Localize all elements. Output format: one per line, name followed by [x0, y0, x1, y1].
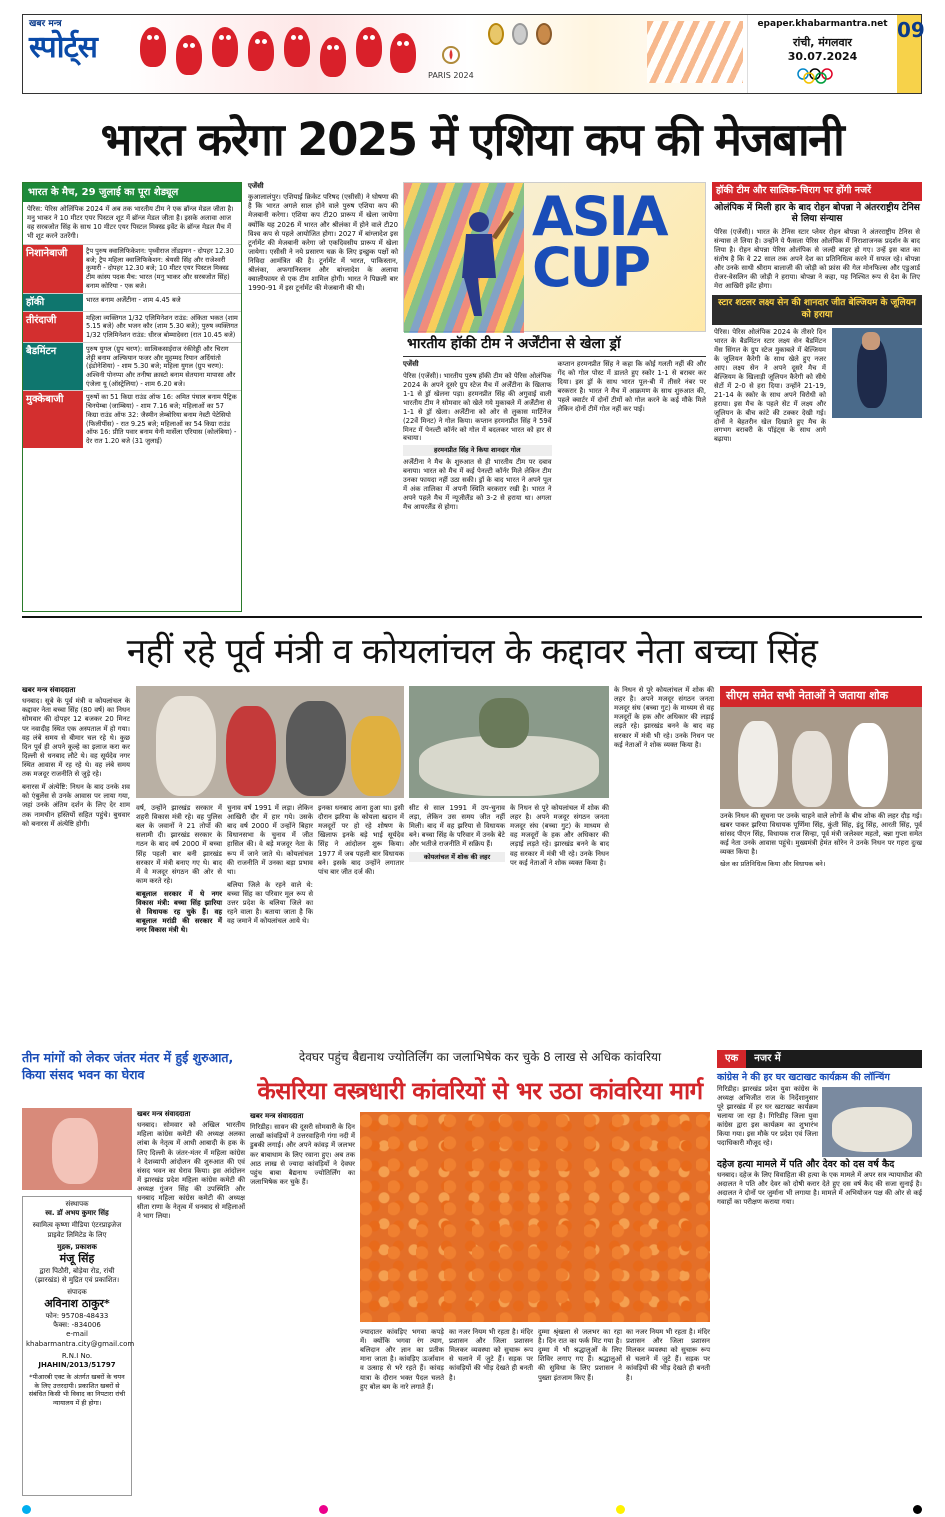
batsman-icon: [444, 208, 514, 318]
byline: एजेंसी: [403, 360, 419, 369]
logo-cup: CUP: [532, 236, 650, 300]
email[interactable]: khabarmantra.city@gmail.com: [26, 1339, 135, 1348]
sport-label: हॉकी: [23, 294, 83, 311]
tribute-photo: [136, 686, 404, 798]
mascot-icon: [140, 27, 166, 67]
kanwar-col1: गिरिडीह। सावन की दूसरी सोमवारी के दिन लाखों कांवड़ियों ने उत्तरवाहिनी गंगा नदी में डुबकी लगाई। और अपने कांवड़ में जलभर कर बाबाधाम के लिए रवाना हुए। अब तक आठ लाख से ज्यादा कांवड़ियों ने देवघर पहुंच बाबा बैद्यनाथ ज्योतिर्लिंग का जलाभिषेक कर चुके हैं।: [250, 1123, 355, 1186]
cm-headline: सीएम समेत सभी नेताओं ने जताया शोक: [720, 686, 922, 707]
kanwar-col3: का नजर नियम भी रहता है। मंदिर प्रशासन और जिला प्रशासन मिलकर व्यवस्था को सुचारू रूप से चलाने में जुटे हैं। सड़क पर कांवड़ियों की भीड़ देखते ही बनती है।: [449, 1328, 533, 1382]
schedule-row: [23, 342, 241, 391]
olympic-banner: [128, 15, 747, 93]
address: द्वारा पिठौरी, बोड़ेया रोड, रांची (झारखंड) से मुद्रित एवं प्रकाशित।: [34, 1266, 120, 1284]
printer-name: मंजू सिंह: [59, 1252, 95, 1266]
obit-col3b: बलिया जिले के रहने वाले थे: बच्चा सिंह का परिवार मूल रूप से उत्तर प्रदेश के बलिया जिले का रहने वाला है। बताया जाता है कि वह जमाने में कोयलांचल आये थे।: [227, 880, 313, 926]
email-label: e-mail: [66, 1330, 88, 1339]
obit-col2: वर्ष, उन्होंने झारखंड सरकार में शहरी विकास मंत्री रहे। वह पुलिस बल के जवानों ने 21 तोपों की सलामी दी। झारखंड सरकार के गठन के बाद वर्ष 2000 में बच्चा सिंह पहली बार बनी झारखंड सरकार में मंत्री बनाए गए थे। बाद में वे मजदूर संगठन की ओर से काम करते रहे।: [136, 804, 222, 885]
asia-cup-wordmark: [532, 185, 667, 300]
obituary-headline: नहीं रहे पूर्व मंत्री व कोयलांचल के कद्दावर नेता बच्चा सिंह: [22, 616, 922, 684]
date: 30.07.2024: [787, 50, 858, 64]
logo-asia: ASIA: [532, 185, 667, 248]
medal-icon: [512, 23, 528, 45]
hockey-col3: कप्तान हरमनप्रीत सिंह ने कहा कि कोई गलती नहीं की और गेंद को गोल पोस्ट में डालते हुए स्कोर 1-1 से बराबर कर दिया। इस ड्रॉ के साथ भारत पूल-बी में तीसरे नंबर पर बरकरार है। भारत ने मैच में आक्रमण के साथ शुरुआत की, पहले क्वार्टर में दोनों टीमों को गोल करने के कई मौके मिले लेकिन दोनों टीमें गोल नहीं कर पाई।: [557, 360, 706, 414]
schedule-row: [23, 293, 241, 311]
asia-cup-text: कुआलालंपुर। एशियाई क्रिकेट परिषद (एसीसी) ने घोषणा की है कि भारत अगले साल होने वाले पुरुष एशिया कप की मेजबानी करेगा। एशिया कप टी20 प्रारूप में खेला जायेगा क्योंकि यह 2026 में भारत और श्रीलंका में होने वाले टी20 विश्व कप से पहले आयोजित होगा। 2027 में बांग्लादेश इस टूर्नामेंट की मेजबानी करेगा जो एकदिवसीय प्रारूप में खेला जायेगा। एसीसी ने नये प्रसारण चक्र के लिए इच्छुक पक्षों को निविदा आमंत्रित की है। टूर्नामेंट में भारत, पाकिस्तान, श्रीलंका, अफगानिस्तान और बांग्लादेश के अलावा क्वालीफायर से एक टीम शामिल होगी। भारत ने पिछली बार 1990-91 में इस टूर्नामेंट की मेजबानी की थी।: [248, 193, 398, 293]
sport-schedule: ट्रैप पुरुष क्वालिफिकेशन: पृथ्वीराज तोंडइमन - दोपहर 12.30 बजे; ट्रैप महिला क्वालिफिकेशन: श्रेयसी सिंह और राजेश्वरी कुमारी - दोपहर 12.30 बजे; 10 मीटर एयर पिस्टल मिक्स्ड टीम कांस्य पदक मैच: भारत (मनु भाकर और सरबजोत सिंह) बनाम कोरिया - एक बजे।: [86, 247, 234, 290]
jantar-mantar-headline: तीन मांगों को लेकर जंतर मंतर में हुई शुरुआत, किया संसद भवन का घेराव: [22, 1050, 234, 1082]
ek-label: एक: [717, 1050, 746, 1068]
mascot-icon: [284, 27, 310, 67]
obit-col4: इनका धनबाद आना हुआ था। इसी दौरान झरिया के कोयला खदान में मजदूरों पर हो रहे शोषण के खिलाफ इनके बड़े भाई सूर्यदेव सिंह ने आंदोलन शुरू किया। 1977 में जब पहली बार विधायक बने। इसके बाद उन्होंने लगातार पांच बार जीत दर्ज की।: [318, 804, 404, 876]
obit-col6-extended: [614, 686, 714, 1044]
masthead: [22, 14, 925, 94]
obit-col5: सीट से साल 1991 में उप-चुनाव लड़ा, लेकिन उस समय जीत नहीं मिली। बाद में वह झरिया से विधायक बने। बच्चा सिंह के परिवार में उनके बेटे और भतीजे राजनीति में सक्रिय हैं।: [409, 804, 505, 849]
sport-label: मुक्केबाजी: [23, 391, 83, 447]
kanwar-col2: ज्यादातर कांवड़िए भगवा कपड़े में। क्योंकि भगवा रंग त्याग, बलिदान और ज्ञान का प्रतीक माना जाता है। कांवड़िए ऊर्जावान व उत्साह से भरे रहते हैं। कांवड़ यात्रा के दौरान भक्त पैदल चलते हुए बोल बम के नारे लगाते हैं।: [360, 1328, 444, 1391]
obit-caption: कोयलांचल में शोक की लहर: [409, 852, 505, 863]
sport-schedule: पुरुष युगल (ग्रुप चरण): सात्विकसाईराज रंकीरेड्डी और चिराग शेट्टी बनाम अल्फियान फजर और मुहम्मद रियान अर्दियांतो (इंडोनेशिया) - शाम 5.30 बजे; महिला युगल (ग्रुप चरण): अश्विनी पोनप्पा और तनीषा क्रास्टो बनाम सेतयाना मापासा और एंजेला यू (ऑस्ट्रेलिया) - शाम 6.20 बजे।: [86, 344, 236, 388]
lakshya-text: पेरिस। पेरिस ओलंपिक 2024 के तीसरे दिन भारत के बैडमिंटन स्टार लक्ष्य सेन बैडमिंटन मेंस सिंगल के ग्रुप स्टेज मुकाबले में बेल्जियम के जूलियन कैरेगी के साथ खेले हुए नजर आए। लक्ष्य सेन ने अपने दूसरे मैच में बेल्जियम के खिलाड़ी जूलियन कैरेगी को सीधे सेटों में 2-0 से हरा दिया। उन्होंने 21-19, 21-14 के स्कोर के साथ अपने विरोधी को हराया। इस मैच के पहले सेट में लक्ष्य और जूलियन के बीच कांटे की टक्कर देखी गई। दोनों ने बेहतरीन खेल दिखाते हुए मैच के लगभग बराबरी के पॉइंट्स के साथ आगे बढ़ाया।: [714, 327, 826, 444]
kanwar-kicker: देवघर पहुंच बैद्यनाथ ज्योतिर्लिंग का जलाभिषेक कर चुके 8 लाख से अधिक कांवरिया: [298, 1050, 662, 1064]
leaders-photo: [720, 707, 922, 809]
kanwar-col4-extra: [626, 1328, 710, 1498]
obit-col1b: बनारस में अंत्येष्टि: निधन के बाद उनके शव को एंबुलेंस से उनके आवास पर लाया गया, जहां उनके अंतिम दर्शन के लिए देर शाम तक नामचीन हस्तियों सहित पहुंचे। बुधवार को बनारस में अंत्येष्टि होगी।: [22, 783, 130, 828]
obit-col3: चुनाव वर्ष 1991 में लड़ा। लेकिन आखिरी दौर में हार गये। उसके बाद वर्ष 2000 में उन्होंने बिहार विधानसभा के चुनाव में जीत हासिल की। वे बड़े मजदूर नेता के रूप में जाने जाते थे। कोयलांचल की राजनीति में उनका बड़ा प्रभाव था।: [227, 804, 313, 876]
schedule-box: [22, 182, 242, 612]
top-section: [22, 182, 922, 612]
hockey-caption: हरमनप्रीत सिंह ने किया शानदार गोल: [403, 445, 552, 456]
olympic-flame-icon: [431, 45, 471, 67]
paris-label: PARIS 2024: [428, 70, 474, 80]
kanwar-col5: का नजर नियम भी रहता है। मंदिर प्रशासन और जिला प्रशासन मिलकर व्यवस्था को सुचारू रूप से चलाने में जुटे हैं। सड़क पर कांवड़ियों की भीड़ देखते ही बनती है।: [626, 1328, 710, 1382]
paris-logo: [428, 45, 474, 81]
hockey-article: [403, 182, 706, 612]
byline: खबर मन्त्र संवाददाता: [137, 1110, 191, 1118]
athletes-graphic: [647, 21, 743, 83]
nazar-label: नजर में: [746, 1050, 922, 1068]
page-number: 09: [897, 15, 921, 93]
obituary-section: [22, 686, 922, 1046]
lakshya-photo: [832, 328, 922, 418]
printer-label: मुद्रक, प्रकाशक: [57, 1242, 97, 1251]
obit-col6: के निधन से पूरे कोयलांचल में शोक की लहर है। अपने मजदूर संगठन जनता मजदूर संघ (बच्चा गुट) के माध्यम से वह मजदूरों के हक और अधिकार की लड़ाई लड़ते रहे। झारखंड बनने के बाद वह सरकार में मंत्री भी रहे। उनके निधन पर कई नेताओं ने शोक व्यक्त किया है।: [510, 804, 609, 867]
congress-photo: [822, 1087, 922, 1157]
dowry-headline: दहेज हत्या मामले में पति और देवर को दस वर्ष कैद: [717, 1158, 895, 1170]
bopanna-text: पेरिस (एजेंसी)। भारत के टेनिस स्टार प्लेयर रोहन बोपन्ना ने अंतरराष्ट्रीय टेनिस से संन्यास ले लिया है। उन्होंने ये फैसला पेरिस ओलंपिक में निराशाजनक प्रदर्शन के बाद लिया है। रोहन बोपन्ना पेरिस ओलंपिक से जल्दी बाहर हो गए। उन्हें इस बात का संतोष है कि वे 22 साल तक अपने देश का प्रतिनिधित्व करने में सफल रहे। बोपन्ना और उनके साथी श्रीराम बालाजी की जोड़ी को फ्रांस की गेल मोनफिल्स और एडुआर्ड रोजर-वेसलिन की जोड़ी ने हराया। बोपन्ना ने कहा, यह निश्चित रूप से देश के लिए मेरा आखिरी इवेंट होगा।: [714, 228, 920, 291]
schedule-title: भारत के मैच, 29 जुलाई का पूरा शेड्यूल: [23, 183, 241, 202]
bopanna-headline: ओलंपिक में मिली हार के बाद रोहन बोपन्ना ने अंतरराष्ट्रीय टेनिस से लिया संन्यास: [714, 202, 920, 225]
procession-photo: [409, 686, 609, 798]
asia-cup-logo: [403, 182, 706, 332]
kanwar-col4: दुम्मा श्रृंखला से जलभर का रहा है। दिन रात का फर्क मिट गया है। दुम्मा में भी श्रद्धालुओं के लिए शिविर लगाए गए हैं। श्रद्धालुओं की सुविधा के लिए प्रशासन ने पुख्ता इंतजाम किए हैं।: [538, 1328, 622, 1382]
brand: [23, 15, 128, 93]
mascot-icon: [356, 27, 382, 67]
website[interactable]: epaper.khabarmantra.net: [757, 19, 888, 29]
mascot-icon: [176, 35, 202, 75]
mascot-icon: [248, 31, 274, 71]
mascot-icon: [390, 33, 416, 73]
sport-schedule: महिला व्यक्तिगत 1/32 एलिमिनेशन राउंड: अंकिता भकत (शाम 5.15 बजे) और भजन कौर (शाम 5.30 बजे); पुरुष व्यक्तिगत 1/32 एलिमिनेशन राउंड: धीरज बोम्मादेवरा (रात 10.45 बजे): [86, 313, 238, 340]
phone: फोन: 95708-48433: [45, 1311, 109, 1320]
mascot-icon: [320, 37, 346, 77]
hockey-col1: पेरिस (एजेंसी)। भारतीय पुरुष हॉकी टीम को पेरिस ओलंपिक 2024 के अपने दूसरे ग्रुप स्टेज मैच में अर्जेंटीना के खिलाफ 1-1 से ड्रॉ खेलना पड़ा। हरमनप्रीत सिंह की अगुवाई वाली भारतीय टीम ने सोमवार को खेले गये मुकाबले में अर्जेंटीना से 1-1 से ड्रॉ खेला। अर्जेंटीना को ओर से लुकास मार्टिनेज (22वें मिनट) ने गोल किया। कप्तान हरमनप्रीत सिंह ने 59वें मिनट में पेनल्टी कॉर्नर को गोल में बदलकर भारत को हार से बचाया।: [403, 371, 552, 443]
sport-schedule: पुरुषों का 51 किग्रा राउंड ऑफ 16: अमित पंघाल बनाम पैट्रिक चिनयेम्बा (जाम्बिया) - शाम 7.16 बजे; महिलाओं का 57 किग्रा राउंड ऑफ 32: जैस्मीन लेम्बोरिया बनाम नेस्टी पेटेसियो (फिलीपींस) - रात 9.25 बजे; महिलाओं का 54 किग्रा राउंड ऑफ 16: प्रीति पवार बनाम येनी मार्सेला एरियास (कोलंबिया) - देर रात 1.20 बजे (31 जुलाई): [86, 393, 237, 445]
cm-caption: खेल का प्रतिनिधित्व किया और विधायक बने।: [720, 860, 826, 869]
founder-name: स्व. डॉ अभय कुमार सिंह: [45, 1209, 109, 1218]
founder-label: संस्थापक: [65, 1200, 89, 1208]
registration-marks: [22, 1504, 922, 1514]
newspaper-page: [22, 14, 925, 1504]
schedule-row: [23, 390, 241, 447]
congress-headline: कांग्रेस ने की हर घर खटाखट कार्यक्रम की लॉन्चिंग: [717, 1072, 890, 1083]
schedule-row: [23, 244, 241, 293]
owner: स्वामित्व कृष्णा मीडिया एंटरप्राइजेज प्राइवेट लिमिटेड के लिए: [32, 1221, 122, 1239]
main-headline: भारत करेगा 2025 में एशिया कप की मेजबानी: [100, 113, 844, 166]
schedule-row: [23, 311, 241, 342]
olympic-rings-icon: [793, 68, 853, 82]
dowry-text: धनबाद। दहेज के लिए विवाहिता की हत्या के एक मामले में अपर सत्र न्यायाधीश की अदालत ने पति और देवर को दोषी करार देते हुए दस वर्ष कैद की सजा सुनाई है। अदालत ने दोनों पर जुर्माना भी लगाया है। मामले में अभियोजन पक्ष की ओर से कई गवाहों का परीक्षण कराया गया।: [717, 1171, 922, 1207]
byline: खबर मन्त्र संवाददाता: [22, 686, 76, 694]
imprint-box: [22, 1196, 135, 1496]
byline: एजेंसी: [248, 182, 264, 190]
legal-note: *पीआरबी एक्ट के अंतर्गत खबरों के चयन के लिए उत्तरदायी। प्रकाशित खबरों से संबंधित किसी भी विवाद का निपटारा रांची न्यायालय में ही होगा।: [28, 1373, 126, 1407]
editor-name: अविनाश ठाकुर*: [44, 1297, 110, 1311]
obit-col2b: बाबूलाल सरकार में थे नगर विकास मंत्री: बच्चा सिंह झारिया से विधायक रह चुके हैं। वह बाबूलाल मरांडी की सरकार में नगर विकास मंत्री थे।: [136, 889, 222, 935]
brand-small: खबर मन्त्र: [29, 19, 62, 29]
cm-text: उनके निधन की सूचना पर उनके चाहने वाले लोगों के बीच शोक की लहर दौड़ गई। खबर पाकर झरिया विधायक पूर्णिमा सिंह, कुंती सिंह, इंदु सिंह, आरती सिंह, पूर्व सांसद पीएन सिंह, विधायक राज सिन्हा, पूर्व मंत्री जलेश्वर महतो, बन्ना गुप्ता समेत कई नेता उनके आवास पहुंचे। मुख्यमंत्री हेमंत सोरेन ने उनके निधन पर गहरा दुःख व्यक्त किया है।: [720, 811, 922, 856]
red-banner: हॉकी टीम और सात्विक-चिराग पर होंगी नजरें: [712, 182, 922, 201]
ek-nazar-header: [717, 1050, 922, 1068]
schedule-intro: पेरिस: पेरिस ओलिंपिक 2024 में अब तक भारतीय टीम ने एक ब्रॉन्ज मेडल जीता है। मनु भाकर ने 10 मीटर एयर पिस्टल शूट में ब्रॉन्ज मेडल जीता है। इसके अलावा आज वह सरबजोत सिंह के साथ 10 मीटर एयर पिस्टल मिक्स्ड इवेंट के ब्रॉन्ज मेडल मैच में भी शूट करने उतरेंगी।: [27, 205, 234, 241]
lakshya-headline: स्टार शटलर लक्ष्य सेन की शानदार जीत बेल्जियम के जूलियन को हराया: [712, 295, 922, 325]
medal-icon: [536, 23, 552, 45]
byline: खबर मन्त्र संवाददाता: [250, 1112, 304, 1120]
editor-label: संपादक: [67, 1288, 87, 1297]
hockey-col2: अर्जेंटीना ने मैच के शुरुआत से ही भारतीय टीम पर दबाव बनाया। भारत को मैच में कई पेनल्टी कॉर्नर मिले लेकिन टीम उनका फायदा नहीं उठा सकी। ड्रॉ के बाद भारत ने अपने पूल में अंक तालिका में अपनी स्थिति बरकरार रखी है। भारत ने अपने पहले मैच में न्यूजीलैंड को 3-2 से हराया था। अगला मैच आयरलैंड से होगा।: [403, 458, 552, 511]
rni-label: R.N.I No.: [61, 1351, 93, 1360]
cm-box: [720, 686, 922, 1044]
brand-title: स्पोर्ट्स: [29, 29, 97, 65]
obit-col6-copy: के निधन से पूरे कोयलांचल में शोक की लहर है। अपने मजदूर संगठन जनता मजदूर संघ (बच्चा गुट) के माध्यम से वह मजदूरों के हक और अधिकार की लड़ाई लड़ते रहे। झारखंड बनने के बाद वह सरकार में मंत्री भी रहे। उनके निधन पर कई नेताओं ने शोक व्यक्त किया है।: [614, 686, 714, 749]
mascot-icon: [212, 27, 238, 67]
hockey-headline: भारतीय हॉकी टीम ने अर्जेंटीना से खेला ड्रॉ: [403, 332, 706, 357]
schedule-rows: [23, 244, 241, 448]
sport-label: निशानेबाजी: [23, 245, 83, 293]
fax: फैक्स: -834006: [53, 1321, 101, 1330]
edition-info: [747, 15, 897, 93]
kanwar-crowd-photo: [360, 1112, 710, 1322]
congress-text: गिरिडीह। झारखंड प्रदेश युवा कांग्रेस के अध्यक्ष अभिजीत राज के निर्देशानुसार पूरे झारखंड में हर घर खटाखट कार्यक्रम चलाया जा रहा है। गिरिडीह जिला युवा कांग्रेस द्वारा इस कार्यक्रम का शुभारंभ किया गया। इस मौके पर प्रदेश एवं जिला पदाधिकारी मौजूद रहे।: [717, 1084, 818, 1148]
rni-no: JHAHIN/2013/51797: [38, 1361, 116, 1370]
sport-label: बैडमिंटन: [23, 343, 83, 391]
city-day: रांची, मंगलवार: [793, 35, 852, 49]
obit-col1: धनबाद। सूबे के पूर्व मंत्री व कोयलांचल के कद्दावर नेता बच्चा सिंह (80 वर्ष) का निधन सोमवार की दोपहर 12 बजकर 20 मिनट पर नवादीह स्थित एक अस्पताल में हो गया। वह लंबे समय से बीमार चल रहे थे। कुछ दिन पूर्व ही अपने कूल्हे का इलाज करा कर दिल्ली से धनबाद लौटे थे। वह सूर्यदेव नगर स्थित आवास में रह रहे थे। वह लंबे समय तक मजदूर राजनीति से जुड़े रहे।: [22, 697, 130, 779]
right-column: [712, 182, 922, 612]
medal-icon: [488, 23, 504, 45]
protest-photo: [22, 1108, 132, 1190]
asia-cup-article: [248, 182, 398, 612]
kanwar-headline: केसरिया वस्त्रधारी कांवरियों से भर उठा कांवरिया मार्ग: [257, 1077, 703, 1105]
jantar-mantar-text: धनबाद। सोमवार को अखिल भारतीय महिला कांग्रेस कमेटी की अध्यक्ष अलका लांबा के नेतृत्व में आधी आबादी के हक के लिए दिल्ली के जंतर-मंतर में महिला कांग्रेस ने देशव्यापी आंदोलन की शुरुआत की एवं संसद भवन का घेराव किया। इस आंदोलन में झारखंड प्रदेश महिला कांग्रेस कमेटी की अध्यक्ष गुंजन सिंह की उपस्थिति और धनबाद महिला कांग्रेस कमेटी की अध्यक्ष सीता राणा के नेतृत्व में धनबाद से महिलाओं ने भाग लिया।: [137, 1121, 245, 1221]
sport-schedule: भारत बनाम अर्जेंटीना - शाम 4.45 बजे: [86, 295, 181, 304]
sport-label: तीरंदाजी: [23, 312, 83, 342]
bottom-section: [22, 1050, 922, 1504]
